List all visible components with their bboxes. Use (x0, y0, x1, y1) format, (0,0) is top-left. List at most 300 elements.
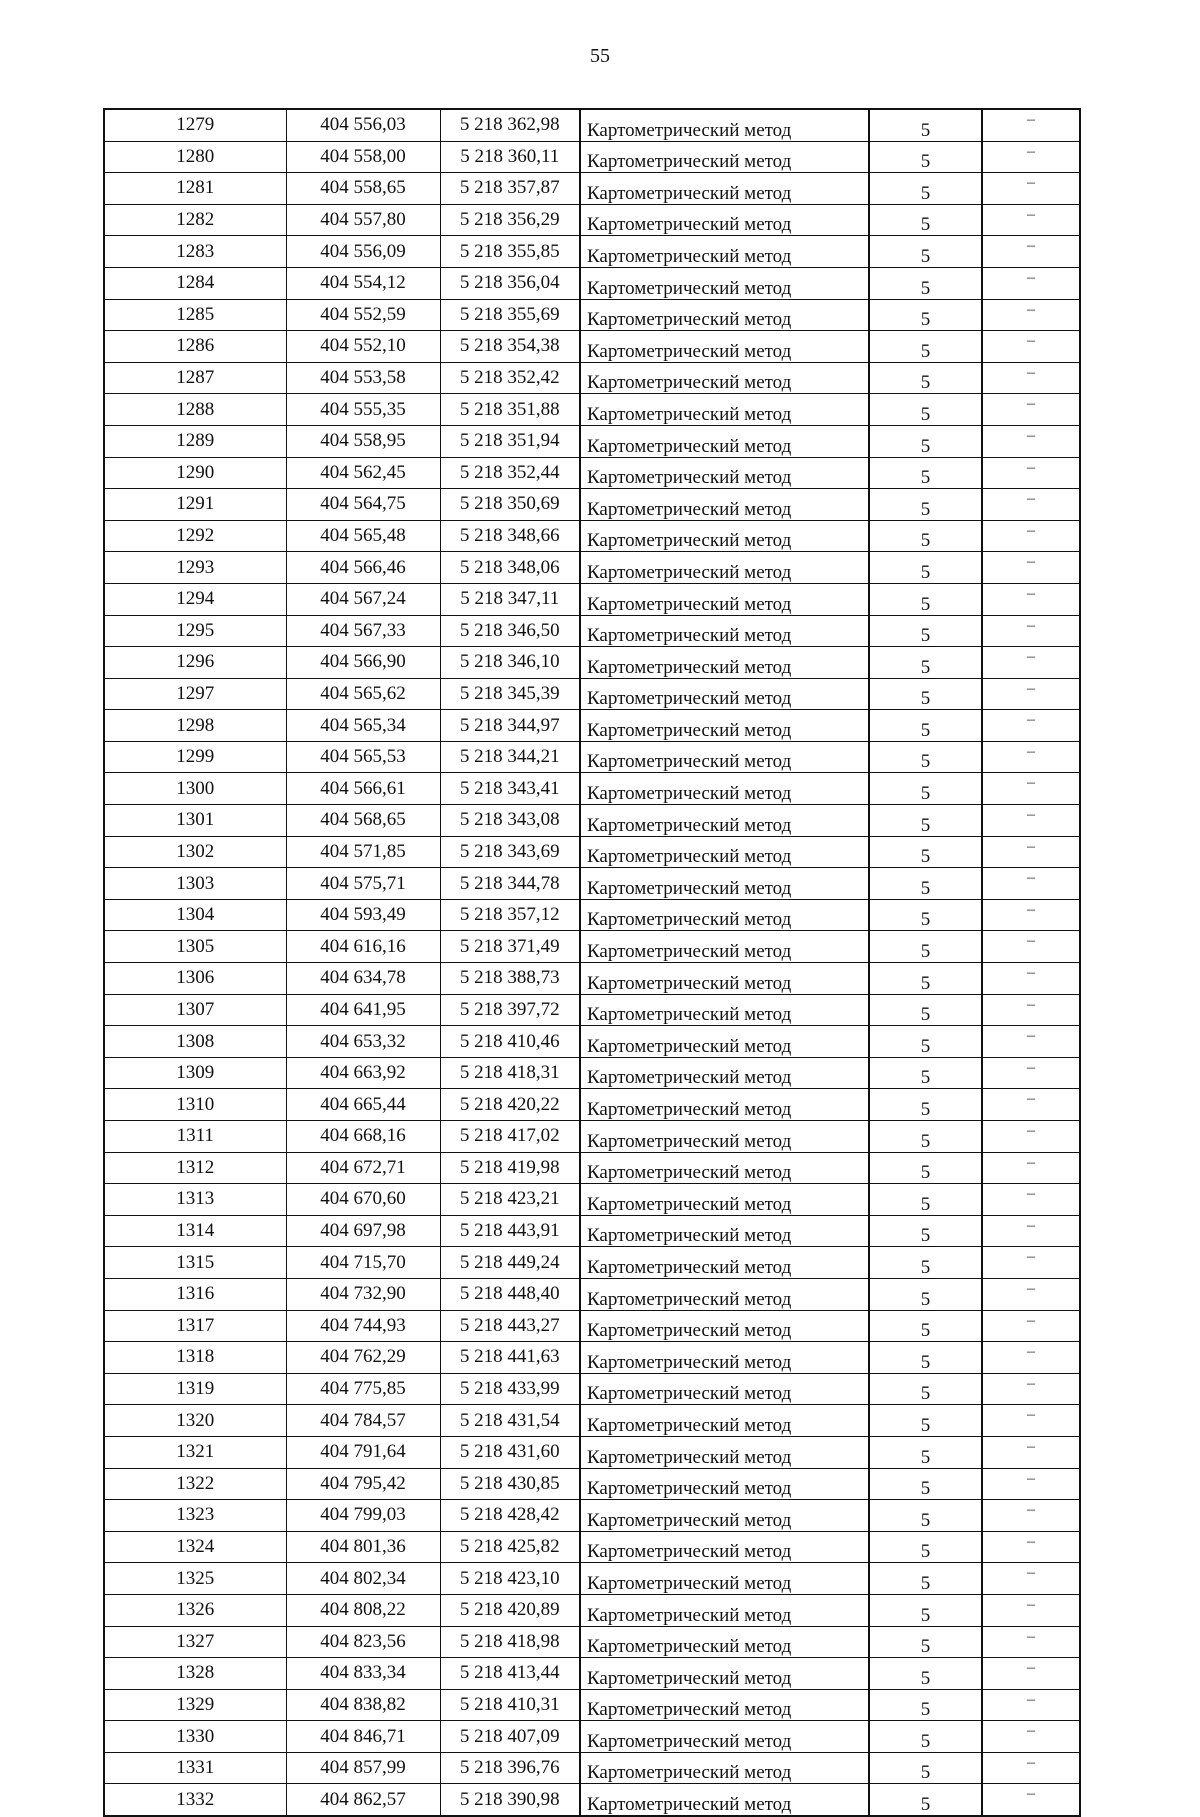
table-row (104, 1468, 1080, 1500)
method-cell: Картометрический метод (580, 173, 869, 205)
table-row (104, 520, 1080, 552)
point-number-cell: 1313 (104, 1184, 286, 1216)
point-number-cell: 1289 (104, 425, 286, 457)
point-number-cell: 1305 (104, 931, 286, 963)
x-coordinate-cell: 404 565,53 (286, 741, 440, 773)
accuracy-cell: 5 (869, 141, 982, 173)
y-coordinate-cell: 5 218 357,87 (440, 173, 580, 205)
description-cell: – (982, 109, 1080, 141)
y-coordinate-cell: 5 218 410,46 (440, 1026, 580, 1058)
method-cell: Картометрический метод (580, 1658, 869, 1690)
y-coordinate-cell: 5 218 396,76 (440, 1752, 580, 1784)
table-row (104, 1247, 1080, 1279)
accuracy-cell: 5 (869, 805, 982, 837)
x-coordinate-cell: 404 562,45 (286, 457, 440, 489)
x-coordinate-cell: 404 565,62 (286, 678, 440, 710)
point-number-cell: 1310 (104, 1089, 286, 1121)
y-coordinate-cell: 5 218 344,78 (440, 868, 580, 900)
table-row (104, 1721, 1080, 1753)
point-number-cell: 1297 (104, 678, 286, 710)
y-coordinate-cell: 5 218 420,89 (440, 1594, 580, 1626)
point-number-cell: 1330 (104, 1721, 286, 1753)
method-cell: Картометрический метод (580, 931, 869, 963)
x-coordinate-cell: 404 665,44 (286, 1089, 440, 1121)
point-number-cell: 1288 (104, 394, 286, 426)
table-row (104, 1057, 1080, 1089)
y-coordinate-cell: 5 218 428,42 (440, 1500, 580, 1532)
method-cell: Картометрический метод (580, 1278, 869, 1310)
accuracy-cell: 5 (869, 1594, 982, 1626)
y-coordinate-cell: 5 218 390,98 (440, 1784, 580, 1816)
x-coordinate-cell: 404 571,85 (286, 836, 440, 868)
y-coordinate-cell: 5 218 345,39 (440, 678, 580, 710)
point-number-cell: 1299 (104, 741, 286, 773)
y-coordinate-cell: 5 218 351,94 (440, 425, 580, 457)
y-coordinate-cell: 5 218 347,11 (440, 583, 580, 615)
y-coordinate-cell: 5 218 425,82 (440, 1531, 580, 1563)
description-cell: – (982, 1468, 1080, 1500)
table-row (104, 1373, 1080, 1405)
y-coordinate-cell: 5 218 348,66 (440, 520, 580, 552)
description-cell: – (982, 710, 1080, 742)
x-coordinate-cell: 404 801,36 (286, 1531, 440, 1563)
table-row (104, 615, 1080, 647)
table-row (104, 299, 1080, 331)
accuracy-cell: 5 (869, 520, 982, 552)
x-coordinate-cell: 404 663,92 (286, 1057, 440, 1089)
table-row (104, 267, 1080, 299)
x-coordinate-cell: 404 565,34 (286, 710, 440, 742)
accuracy-cell: 5 (869, 1247, 982, 1279)
accuracy-cell: 5 (869, 267, 982, 299)
description-cell: – (982, 583, 1080, 615)
method-cell: Картометрический метод (580, 773, 869, 805)
description-cell: – (982, 1121, 1080, 1153)
table-row (104, 394, 1080, 426)
y-coordinate-cell: 5 218 371,49 (440, 931, 580, 963)
x-coordinate-cell: 404 862,57 (286, 1784, 440, 1816)
accuracy-cell: 5 (869, 931, 982, 963)
table-row (104, 173, 1080, 205)
accuracy-cell: 5 (869, 109, 982, 141)
description-cell: – (982, 1784, 1080, 1816)
accuracy-cell: 5 (869, 1436, 982, 1468)
x-coordinate-cell: 404 668,16 (286, 1121, 440, 1153)
description-cell: – (982, 678, 1080, 710)
method-cell: Картометрический метод (580, 615, 869, 647)
description-cell: – (982, 805, 1080, 837)
accuracy-cell: 5 (869, 204, 982, 236)
point-number-cell: 1291 (104, 489, 286, 521)
method-cell: Картометрический метод (580, 457, 869, 489)
x-coordinate-cell: 404 555,35 (286, 394, 440, 426)
y-coordinate-cell: 5 218 348,06 (440, 552, 580, 584)
accuracy-cell: 5 (869, 1121, 982, 1153)
description-cell: – (982, 552, 1080, 584)
x-coordinate-cell: 404 553,58 (286, 362, 440, 394)
description-cell: – (982, 868, 1080, 900)
x-coordinate-cell: 404 616,16 (286, 931, 440, 963)
accuracy-cell: 5 (869, 362, 982, 394)
x-coordinate-cell: 404 762,29 (286, 1342, 440, 1374)
description-cell: – (982, 1721, 1080, 1753)
point-number-cell: 1329 (104, 1689, 286, 1721)
x-coordinate-cell: 404 557,80 (286, 204, 440, 236)
accuracy-cell: 5 (869, 1089, 982, 1121)
description-cell: – (982, 773, 1080, 805)
method-cell: Картометрический метод (580, 1784, 869, 1816)
accuracy-cell: 5 (869, 1689, 982, 1721)
x-coordinate-cell: 404 558,00 (286, 141, 440, 173)
description-cell: – (982, 1752, 1080, 1784)
point-number-cell: 1293 (104, 552, 286, 584)
accuracy-cell: 5 (869, 425, 982, 457)
method-cell: Картометрический метод (580, 1215, 869, 1247)
accuracy-cell: 5 (869, 1373, 982, 1405)
accuracy-cell: 5 (869, 963, 982, 995)
y-coordinate-cell: 5 218 431,54 (440, 1405, 580, 1437)
table-row (104, 1594, 1080, 1626)
table-row (104, 331, 1080, 363)
y-coordinate-cell: 5 218 431,60 (440, 1436, 580, 1468)
x-coordinate-cell: 404 558,95 (286, 425, 440, 457)
method-cell: Картометрический метод (580, 836, 869, 868)
method-cell: Картометрический метод (580, 678, 869, 710)
table-row (104, 994, 1080, 1026)
table-row (104, 899, 1080, 931)
y-coordinate-cell: 5 218 448,40 (440, 1278, 580, 1310)
accuracy-cell: 5 (869, 1215, 982, 1247)
table-row (104, 204, 1080, 236)
x-coordinate-cell: 404 808,22 (286, 1594, 440, 1626)
point-number-cell: 1306 (104, 963, 286, 995)
method-cell: Картометрический метод (580, 899, 869, 931)
accuracy-cell: 5 (869, 773, 982, 805)
point-number-cell: 1320 (104, 1405, 286, 1437)
y-coordinate-cell: 5 218 356,04 (440, 267, 580, 299)
x-coordinate-cell: 404 641,95 (286, 994, 440, 1026)
method-cell: Картометрический метод (580, 1026, 869, 1058)
y-coordinate-cell: 5 218 346,50 (440, 615, 580, 647)
description-cell: – (982, 836, 1080, 868)
method-cell: Картометрический метод (580, 868, 869, 900)
x-coordinate-cell: 404 556,09 (286, 236, 440, 268)
description-cell: – (982, 204, 1080, 236)
description-cell: – (982, 236, 1080, 268)
accuracy-cell: 5 (869, 1658, 982, 1690)
point-number-cell: 1296 (104, 647, 286, 679)
table-row (104, 1752, 1080, 1784)
method-cell: Картометрический метод (580, 1310, 869, 1342)
accuracy-cell: 5 (869, 647, 982, 679)
x-coordinate-cell: 404 558,65 (286, 173, 440, 205)
method-cell: Картометрический метод (580, 1184, 869, 1216)
description-cell: – (982, 963, 1080, 995)
y-coordinate-cell: 5 218 417,02 (440, 1121, 580, 1153)
y-coordinate-cell: 5 218 344,21 (440, 741, 580, 773)
method-cell: Картометрический метод (580, 710, 869, 742)
y-coordinate-cell: 5 218 397,72 (440, 994, 580, 1026)
accuracy-cell: 5 (869, 615, 982, 647)
method-cell: Картометрический метод (580, 1752, 869, 1784)
accuracy-cell: 5 (869, 899, 982, 931)
point-number-cell: 1317 (104, 1310, 286, 1342)
description-cell: – (982, 299, 1080, 331)
method-cell: Картометрический метод (580, 1689, 869, 1721)
description-cell: – (982, 1594, 1080, 1626)
accuracy-cell: 5 (869, 678, 982, 710)
method-cell: Картометрический метод (580, 331, 869, 363)
x-coordinate-cell: 404 566,46 (286, 552, 440, 584)
x-coordinate-cell: 404 556,03 (286, 109, 440, 141)
method-cell: Картометрический метод (580, 963, 869, 995)
table-row (104, 109, 1080, 141)
y-coordinate-cell: 5 218 423,10 (440, 1563, 580, 1595)
x-coordinate-cell: 404 784,57 (286, 1405, 440, 1437)
point-number-cell: 1307 (104, 994, 286, 1026)
table-row (104, 1689, 1080, 1721)
x-coordinate-cell: 404 566,90 (286, 647, 440, 679)
description-cell: – (982, 1373, 1080, 1405)
table-row (104, 1184, 1080, 1216)
x-coordinate-cell: 404 552,59 (286, 299, 440, 331)
point-number-cell: 1304 (104, 899, 286, 931)
method-cell: Картометрический метод (580, 1057, 869, 1089)
method-cell: Картометрический метод (580, 141, 869, 173)
accuracy-cell: 5 (869, 1721, 982, 1753)
x-coordinate-cell: 404 795,42 (286, 1468, 440, 1500)
y-coordinate-cell: 5 218 343,08 (440, 805, 580, 837)
y-coordinate-cell: 5 218 351,88 (440, 394, 580, 426)
point-number-cell: 1327 (104, 1626, 286, 1658)
table-row (104, 1500, 1080, 1532)
x-coordinate-cell: 404 715,70 (286, 1247, 440, 1279)
point-number-cell: 1328 (104, 1658, 286, 1690)
method-cell: Картометрический метод (580, 994, 869, 1026)
table-row (104, 1658, 1080, 1690)
description-cell: – (982, 741, 1080, 773)
page-number: 55 (590, 45, 610, 67)
description-cell: – (982, 1310, 1080, 1342)
accuracy-cell: 5 (869, 1310, 982, 1342)
y-coordinate-cell: 5 218 418,98 (440, 1626, 580, 1658)
table-row (104, 552, 1080, 584)
method-cell: Картометрический метод (580, 1500, 869, 1532)
method-cell: Картометрический метод (580, 1089, 869, 1121)
table-row (104, 425, 1080, 457)
description-cell: – (982, 1405, 1080, 1437)
point-number-cell: 1309 (104, 1057, 286, 1089)
y-coordinate-cell: 5 218 443,27 (440, 1310, 580, 1342)
accuracy-cell: 5 (869, 331, 982, 363)
y-coordinate-cell: 5 218 355,69 (440, 299, 580, 331)
point-number-cell: 1331 (104, 1752, 286, 1784)
accuracy-cell: 5 (869, 173, 982, 205)
method-cell: Картометрический метод (580, 741, 869, 773)
point-number-cell: 1280 (104, 141, 286, 173)
accuracy-cell: 5 (869, 1531, 982, 1563)
method-cell: Картометрический метод (580, 1342, 869, 1374)
description-cell: – (982, 489, 1080, 521)
method-cell: Картометрический метод (580, 647, 869, 679)
description-cell: – (982, 1436, 1080, 1468)
method-cell: Картометрический метод (580, 109, 869, 141)
accuracy-cell: 5 (869, 868, 982, 900)
method-cell: Картометрический метод (580, 362, 869, 394)
table-row (104, 1152, 1080, 1184)
accuracy-cell: 5 (869, 1784, 982, 1816)
table-row (104, 1436, 1080, 1468)
point-number-cell: 1303 (104, 868, 286, 900)
table-row (104, 710, 1080, 742)
coordinates-table-body (104, 109, 1080, 1816)
table-row (104, 773, 1080, 805)
y-coordinate-cell: 5 218 388,73 (440, 963, 580, 995)
table-row (104, 236, 1080, 268)
description-cell: – (982, 1626, 1080, 1658)
point-number-cell: 1316 (104, 1278, 286, 1310)
table-row (104, 678, 1080, 710)
x-coordinate-cell: 404 846,71 (286, 1721, 440, 1753)
point-number-cell: 1325 (104, 1563, 286, 1595)
accuracy-cell: 5 (869, 1152, 982, 1184)
table-row (104, 1405, 1080, 1437)
accuracy-cell: 5 (869, 1752, 982, 1784)
table-row (104, 963, 1080, 995)
point-number-cell: 1286 (104, 331, 286, 363)
point-number-cell: 1283 (104, 236, 286, 268)
table-row (104, 1784, 1080, 1816)
y-coordinate-cell: 5 218 418,31 (440, 1057, 580, 1089)
method-cell: Картометрический метод (580, 1531, 869, 1563)
x-coordinate-cell: 404 566,61 (286, 773, 440, 805)
x-coordinate-cell: 404 653,32 (286, 1026, 440, 1058)
method-cell: Картометрический метод (580, 1721, 869, 1753)
description-cell: – (982, 141, 1080, 173)
description-cell: – (982, 1342, 1080, 1374)
table-row (104, 931, 1080, 963)
method-cell: Картометрический метод (580, 1152, 869, 1184)
table-row (104, 741, 1080, 773)
method-cell: Картометрический метод (580, 489, 869, 521)
y-coordinate-cell: 5 218 344,97 (440, 710, 580, 742)
method-cell: Картометрический метод (580, 552, 869, 584)
table-row (104, 489, 1080, 521)
table-row (104, 1026, 1080, 1058)
x-coordinate-cell: 404 672,71 (286, 1152, 440, 1184)
table-row (104, 457, 1080, 489)
y-coordinate-cell: 5 218 357,12 (440, 899, 580, 931)
description-cell: – (982, 1563, 1080, 1595)
method-cell: Картометрический метод (580, 1247, 869, 1279)
point-number-cell: 1285 (104, 299, 286, 331)
point-number-cell: 1332 (104, 1784, 286, 1816)
x-coordinate-cell: 404 568,65 (286, 805, 440, 837)
method-cell: Картометрический метод (580, 204, 869, 236)
description-cell: – (982, 267, 1080, 299)
point-number-cell: 1298 (104, 710, 286, 742)
x-coordinate-cell: 404 838,82 (286, 1689, 440, 1721)
method-cell: Картометрический метод (580, 1405, 869, 1437)
point-number-cell: 1284 (104, 267, 286, 299)
x-coordinate-cell: 404 791,64 (286, 1436, 440, 1468)
method-cell: Картометрический метод (580, 1436, 869, 1468)
accuracy-cell: 5 (869, 236, 982, 268)
method-cell: Картометрический метод (580, 583, 869, 615)
y-coordinate-cell: 5 218 352,44 (440, 457, 580, 489)
description-cell: – (982, 331, 1080, 363)
method-cell: Картометрический метод (580, 1373, 869, 1405)
description-cell: – (982, 1500, 1080, 1532)
point-number-cell: 1295 (104, 615, 286, 647)
y-coordinate-cell: 5 218 441,63 (440, 1342, 580, 1374)
method-cell: Картометрический метод (580, 520, 869, 552)
point-number-cell: 1294 (104, 583, 286, 615)
y-coordinate-cell: 5 218 443,91 (440, 1215, 580, 1247)
y-coordinate-cell: 5 218 423,21 (440, 1184, 580, 1216)
table-row (104, 141, 1080, 173)
description-cell: – (982, 899, 1080, 931)
x-coordinate-cell: 404 567,33 (286, 615, 440, 647)
point-number-cell: 1315 (104, 1247, 286, 1279)
x-coordinate-cell: 404 567,24 (286, 583, 440, 615)
description-cell: – (982, 931, 1080, 963)
x-coordinate-cell: 404 564,75 (286, 489, 440, 521)
y-coordinate-cell: 5 218 430,85 (440, 1468, 580, 1500)
description-cell: – (982, 457, 1080, 489)
y-coordinate-cell: 5 218 346,10 (440, 647, 580, 679)
y-coordinate-cell: 5 218 343,69 (440, 836, 580, 868)
point-number-cell: 1281 (104, 173, 286, 205)
table-row (104, 362, 1080, 394)
description-cell: – (982, 520, 1080, 552)
point-number-cell: 1312 (104, 1152, 286, 1184)
description-cell: – (982, 1531, 1080, 1563)
accuracy-cell: 5 (869, 1500, 982, 1532)
x-coordinate-cell: 404 775,85 (286, 1373, 440, 1405)
accuracy-cell: 5 (869, 710, 982, 742)
x-coordinate-cell: 404 575,71 (286, 868, 440, 900)
x-coordinate-cell: 404 670,60 (286, 1184, 440, 1216)
x-coordinate-cell: 404 823,56 (286, 1626, 440, 1658)
point-number-cell: 1290 (104, 457, 286, 489)
point-number-cell: 1326 (104, 1594, 286, 1626)
method-cell: Картометрический метод (580, 805, 869, 837)
table-row (104, 1278, 1080, 1310)
y-coordinate-cell: 5 218 449,24 (440, 1247, 580, 1279)
point-number-cell: 1301 (104, 805, 286, 837)
y-coordinate-cell: 5 218 362,98 (440, 109, 580, 141)
accuracy-cell: 5 (869, 1563, 982, 1595)
description-cell: – (982, 1278, 1080, 1310)
table-row (104, 1089, 1080, 1121)
accuracy-cell: 5 (869, 1405, 982, 1437)
x-coordinate-cell: 404 799,03 (286, 1500, 440, 1532)
y-coordinate-cell: 5 218 413,44 (440, 1658, 580, 1690)
description-cell: – (982, 615, 1080, 647)
x-coordinate-cell: 404 732,90 (286, 1278, 440, 1310)
table-row (104, 836, 1080, 868)
table-row (104, 868, 1080, 900)
point-number-cell: 1321 (104, 1436, 286, 1468)
accuracy-cell: 5 (869, 1026, 982, 1058)
description-cell: – (982, 362, 1080, 394)
accuracy-cell: 5 (869, 394, 982, 426)
coordinates-table (103, 108, 1081, 1817)
accuracy-cell: 5 (869, 1468, 982, 1500)
point-number-cell: 1318 (104, 1342, 286, 1374)
x-coordinate-cell: 404 833,34 (286, 1658, 440, 1690)
